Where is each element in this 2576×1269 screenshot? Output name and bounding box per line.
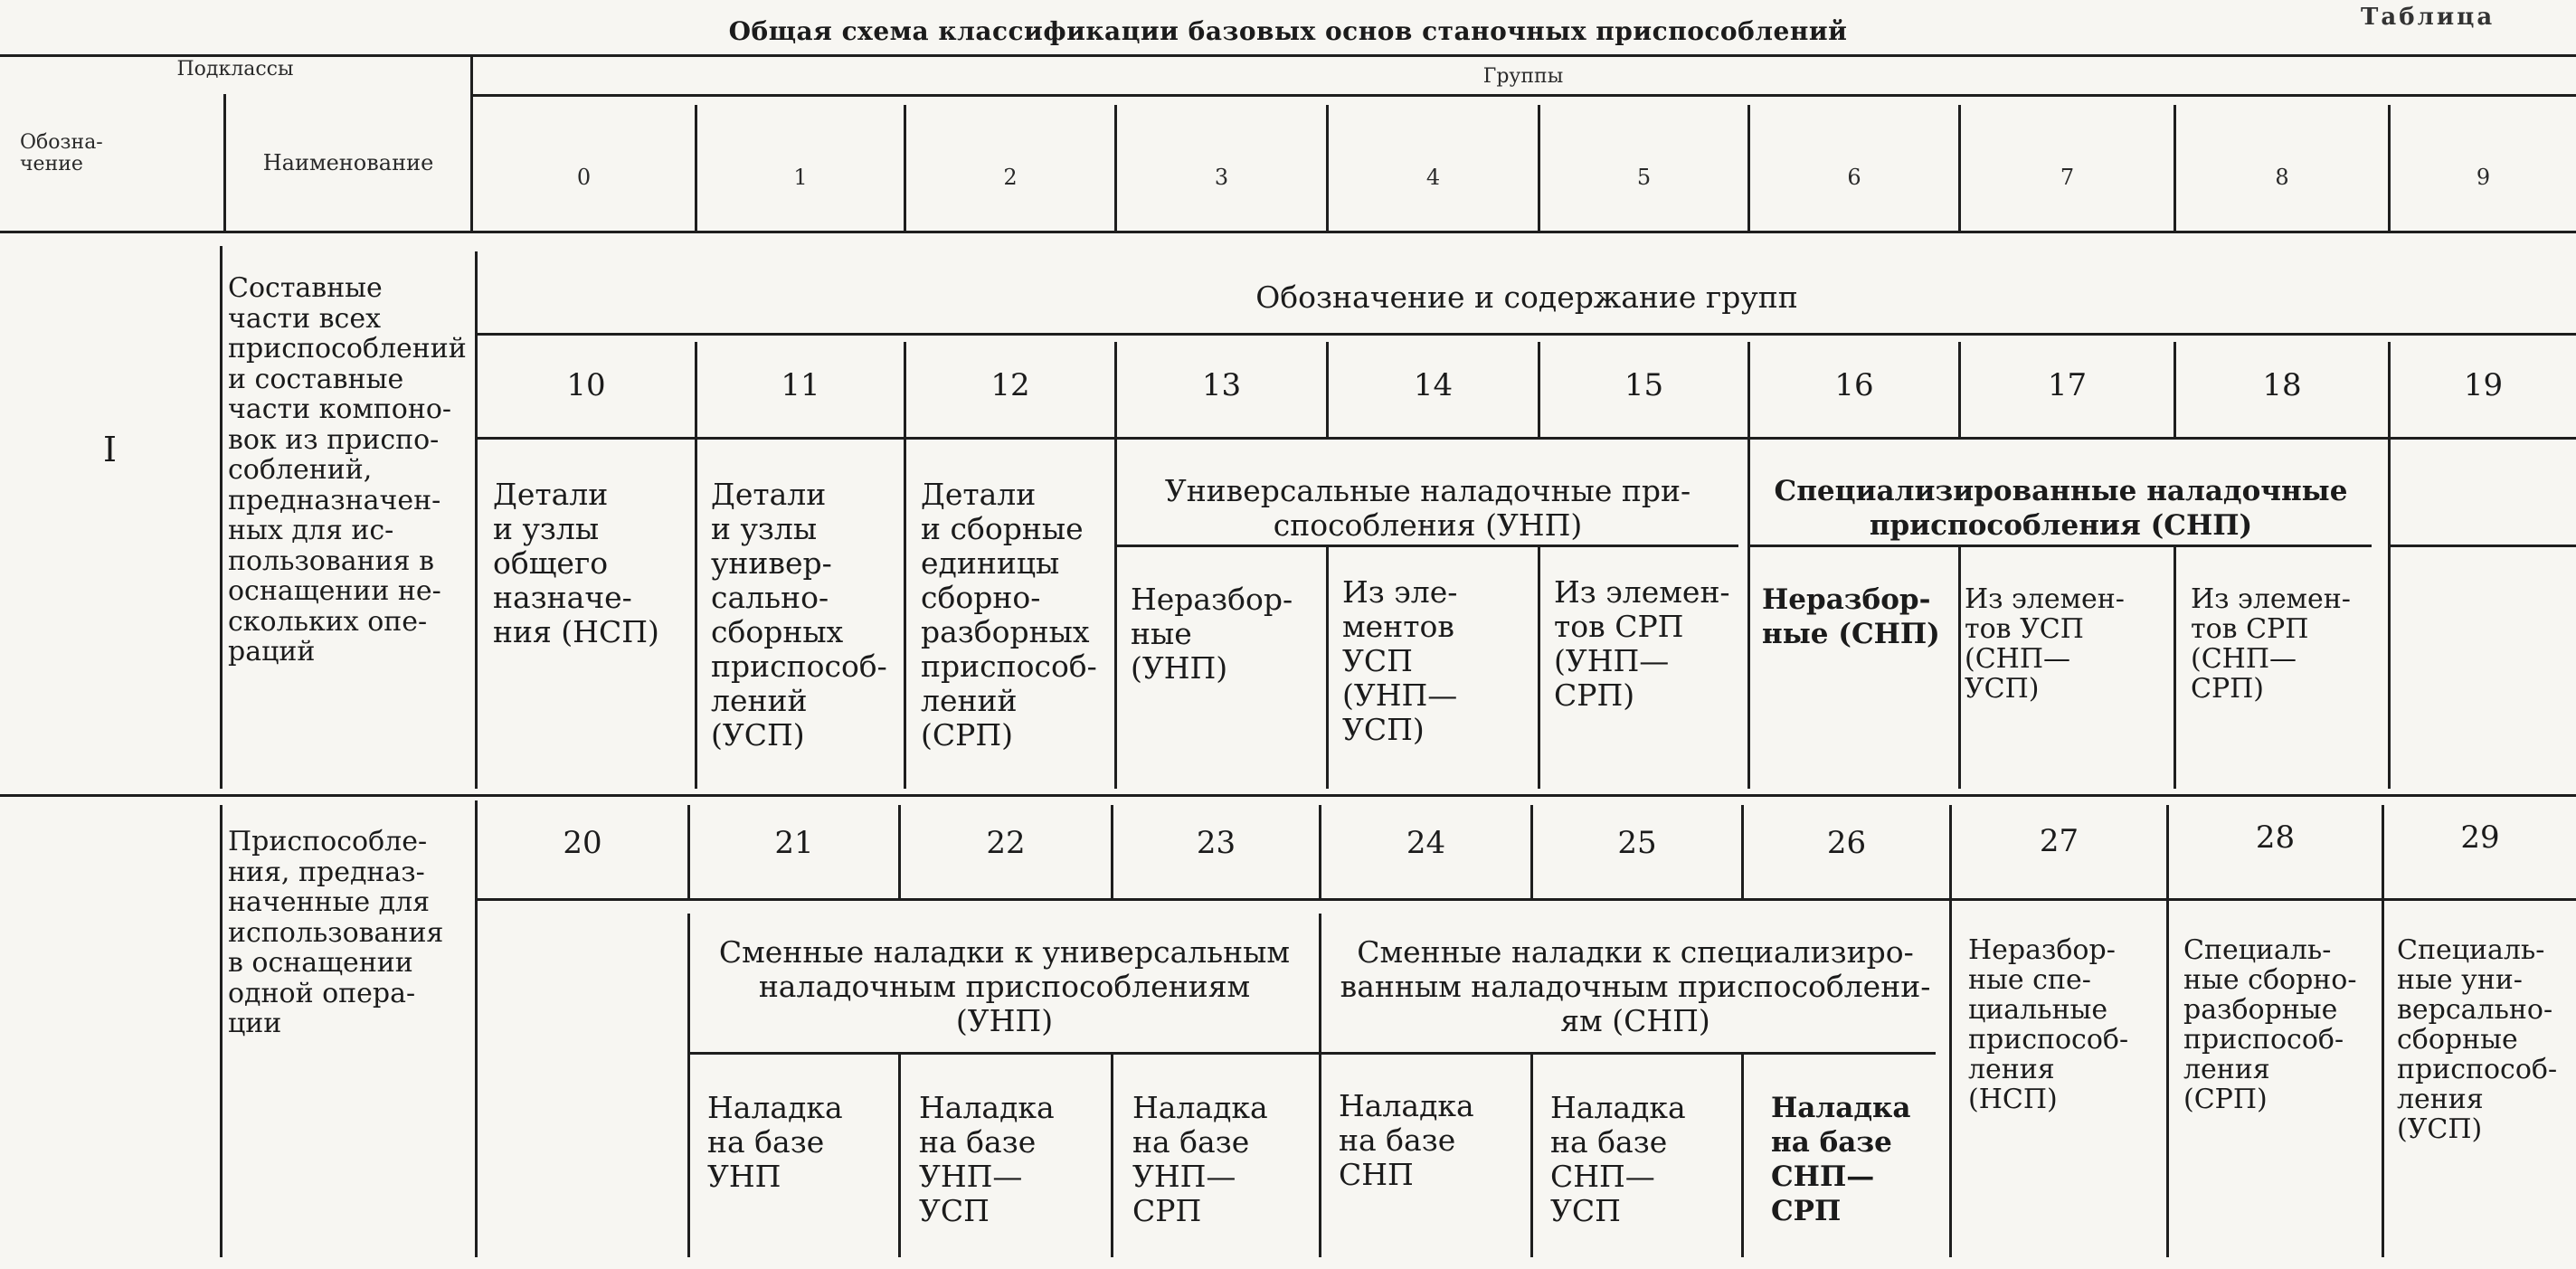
header-groups: Группы (1482, 65, 1564, 88)
group-11-desc: Детали и узлы универ- сально- сборных приспособ- лений (УСП) (711, 477, 887, 753)
group-code-17: 17 (2047, 367, 2088, 403)
group-code-28: 28 (2255, 819, 2296, 856)
group-number-9: 9 (2476, 165, 2491, 190)
group-code-22: 22 (986, 825, 1026, 861)
rule-v-s2-c8 (2166, 805, 2169, 1257)
group-code-15: 15 (1624, 367, 1664, 403)
page-title: Общая схема классификации базовых основ станочных приспособлений (728, 16, 1848, 46)
group-number-8: 8 (2275, 165, 2289, 190)
rule-snp-header (1747, 545, 2372, 547)
group-code-13: 13 (1201, 367, 1242, 403)
rule-s1-numbers (475, 437, 2576, 440)
group-number-5: 5 (1636, 165, 1652, 190)
group-21-desc: Наладка на базе УНП (707, 1090, 843, 1194)
rule-v-s1-c6 (1747, 342, 1750, 789)
rule-v-s1-c4b (1326, 545, 1329, 789)
table-label: Таблица (2361, 4, 2496, 31)
group-code-20: 20 (563, 825, 602, 861)
group-26-desc: Наладка на базе СНП— СРП (1771, 1092, 1911, 1227)
group-number-1: 1 (793, 165, 808, 190)
rule-v-s2-name (220, 805, 223, 1257)
group-25-desc: Наладка на базе СНП— УСП (1550, 1090, 1686, 1228)
group-code-10: 10 (566, 367, 606, 403)
rule-v-s1-c5b (1538, 545, 1540, 789)
rule-unp-header (1114, 545, 1738, 547)
group-22-desc: Наладка на базе УНП— УСП (919, 1090, 1055, 1228)
group-18-desc: Из элемен- тов СРП (СНП— СРП) (2191, 583, 2351, 705)
group-number-7: 7 (2060, 165, 2075, 190)
group-number-0: 0 (576, 165, 592, 190)
group-17-desc: Из элемен- тов УСП (СНП— УСП) (1965, 583, 2125, 705)
group-number-4: 4 (1425, 165, 1441, 190)
group-code-19: 19 (2463, 367, 2504, 403)
group-10-desc: Детали и узлы общего назначе- ния (НСП) (493, 477, 659, 649)
header-subclasses: Подклассы (176, 58, 294, 80)
group-24-desc: Наладка на базе СНП (1339, 1088, 1474, 1192)
rule-v-s2-main (475, 800, 478, 1257)
subclass-name-2: Приспособле- ния, предназ- наченные для использования в оснащении одной опера- ции (228, 826, 444, 1039)
group-number-3: 3 (1214, 165, 1229, 190)
snp-header: Специализированные наладочные приспособления (СНП) (1774, 475, 2348, 542)
rule-v-s1-c1 (695, 342, 697, 789)
rule-top (0, 54, 2576, 57)
group-code-27: 27 (2039, 823, 2079, 859)
group-code-25: 25 (1617, 825, 1657, 861)
group-29-desc: Специаль- ные уни- версально- сборные приспособ- ления (УСП) (2397, 934, 2558, 1145)
rule-v-s2-c5b (1530, 1052, 1533, 1257)
group-23-desc: Наладка на базе УНП— СРП (1132, 1090, 1268, 1228)
group-27-desc: Неразбор- ные спе- циальные приспособ- ления (НСП) (1968, 934, 2129, 1115)
unp-header: Универсальные наладочные при- способления (УНП) (1164, 473, 1691, 543)
unp-adjustments-header: Сменные наладки к универсальным наладочным приспособлениям (УНП) (718, 934, 1291, 1038)
header-name: Наименование (262, 150, 434, 175)
group-code-24: 24 (1406, 825, 1446, 861)
rule-v-s2-c9 (2382, 805, 2384, 1257)
rule-groups (470, 94, 2576, 97)
rule-v-s2-c2b (898, 1052, 901, 1257)
group-code-14: 14 (1413, 367, 1454, 403)
rule-v-s1-c7b (1958, 545, 1961, 789)
rule-s2-numbers (475, 898, 2576, 901)
subclass-name-1: Составные части всех приспособлений и составные части компоно- вок из приспо- соблений, предназначен- ных для ис- пользования в оснащении не- скольких опе- раций (228, 272, 467, 668)
group-code-26: 26 (1826, 825, 1867, 861)
rule-v-s2-c3b (1111, 1052, 1113, 1257)
group-number-2: 2 (1003, 165, 1018, 190)
rule-s2-subheader (687, 1052, 1936, 1055)
group-number-6: 6 (1847, 165, 1861, 190)
rule-section-divider (0, 794, 2576, 797)
rule-v-s1-c3 (1114, 342, 1117, 789)
snp-adjustments-header: Сменные наладки к специализиро- ванным наладочным приспособлени- ям (СНП) (1340, 934, 1931, 1038)
group-28-desc: Специаль- ные сборно- разборные приспособ- ления (СРП) (2183, 934, 2357, 1115)
rule-v-s1-c9 (2388, 342, 2391, 789)
group-14-desc: Из эле- ментов УСП (УНП— УСП) (1342, 574, 1458, 747)
subclass-code-1: I (102, 430, 117, 469)
group-16-desc: Неразбор- ные (СНП) (1762, 583, 1940, 650)
rule-v-s1-main (475, 251, 478, 789)
groups-caption: Обозначение и содержание групп (1255, 279, 1798, 315)
group-code-16: 16 (1834, 367, 1874, 403)
group-13-desc: Неразбор- ные (УНП) (1131, 582, 1293, 686)
group-code-21: 21 (774, 825, 814, 861)
rule-v-s2-c7 (1949, 805, 1952, 1257)
group-code-23: 23 (1196, 825, 1236, 861)
rule-v-s1-c8b (2174, 545, 2176, 789)
group-12-desc: Детали и сборные единицы сборно- разборных приспособ- лений (СРП) (921, 477, 1097, 753)
rule-v-header-name (223, 94, 226, 231)
group-code-29: 29 (2460, 819, 2500, 856)
group-code-11: 11 (781, 367, 820, 403)
rule-header-bottom (0, 231, 2576, 233)
group-code-18: 18 (2262, 367, 2302, 403)
rule-g19-split (2388, 545, 2576, 547)
rule-s1-caption (475, 333, 2576, 336)
rule-v-s2-c6b (1741, 1052, 1744, 1257)
header-designation: Обозна- чение (20, 131, 103, 175)
group-15-desc: Из элемен- тов СРП (УНП— СРП) (1554, 574, 1730, 713)
group-code-12: 12 (990, 367, 1030, 403)
rule-v-s1-c2 (904, 342, 906, 789)
rule-v-s1-name (220, 246, 223, 789)
